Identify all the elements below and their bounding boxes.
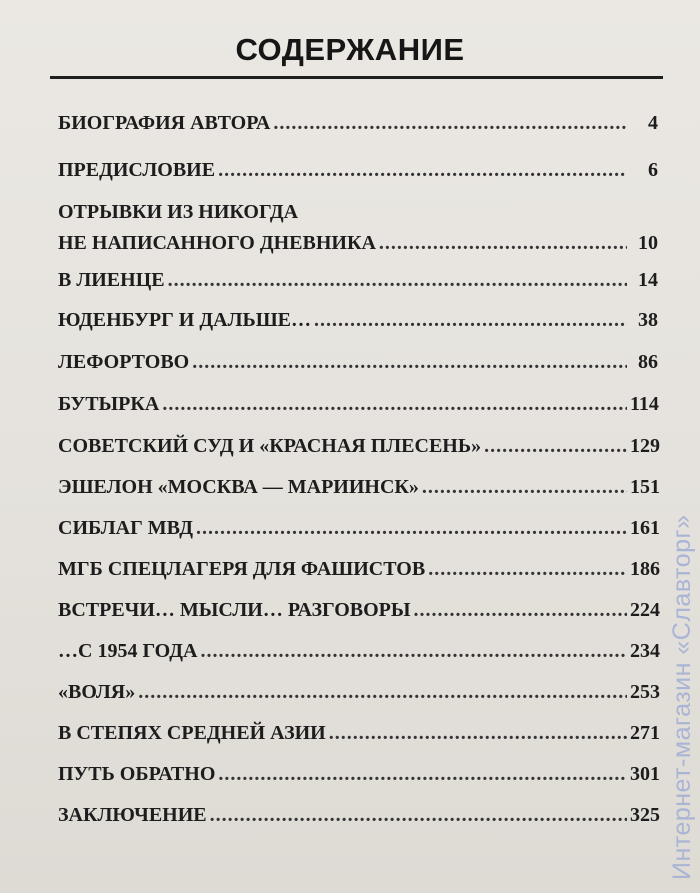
toc-entry-page: 151 <box>630 476 660 498</box>
toc-entry-title: ПУТЬ ОБРАТНО <box>58 763 216 785</box>
page-title: СОДЕРЖАНИЕ <box>235 32 465 67</box>
toc-entry-title: «ВОЛЯ» <box>58 681 136 703</box>
dot-leader <box>329 720 627 746</box>
toc-entry-title: БУТЫРКА <box>58 393 160 415</box>
toc-entry-biography <box>58 110 658 136</box>
toc-entry-page: 325 <box>630 804 660 826</box>
title-underline <box>50 76 663 79</box>
toc-entry-title: МГБ СПЕЦЛАГЕРЯ ДЛЯ ФАШИСТОВ <box>58 558 426 580</box>
toc-entry-title: БИОГРАФИЯ АВТОРА <box>58 112 271 134</box>
dot-leader <box>210 802 627 828</box>
dot-leader <box>273 110 627 136</box>
toc-entry-meetings <box>58 597 658 623</box>
toc-entry-page: 4 <box>648 112 658 134</box>
toc-entry-title: ЮДЕНБУРГ И ДАЛЬШЕ… <box>58 309 311 331</box>
dot-leader <box>162 391 627 417</box>
toc-entry-title: ПРЕДИСЛОВИЕ <box>58 159 216 181</box>
toc-entry-page: 224 <box>630 599 660 621</box>
toc-entry-page: 6 <box>648 159 658 181</box>
toc-entry-title: В СТЕПЯХ СРЕДНЕЙ АЗИИ <box>58 722 326 744</box>
toc-entry-title: ЛЕФОРТОВО <box>58 351 190 373</box>
dot-leader <box>192 349 627 375</box>
toc-entry-page: 129 <box>630 435 660 457</box>
dot-leader <box>196 515 627 541</box>
dot-leader <box>138 679 627 705</box>
toc-entry-page: 186 <box>630 558 660 580</box>
toc-entry-lienz <box>58 267 658 293</box>
toc-entry-title: ЗАКЛЮЧЕНИЕ <box>58 804 207 826</box>
toc-entry-title-line1: ОТРЫВКИ ИЗ НИКОГДА <box>58 201 299 223</box>
toc-entry-page: 271 <box>630 722 660 744</box>
toc-entry-page: 14 <box>638 269 658 291</box>
toc-entry-siblag <box>58 515 658 541</box>
dot-leader <box>218 157 627 183</box>
dot-leader <box>428 556 627 582</box>
toc-entry-way-back <box>58 761 658 787</box>
toc-entry-echelon <box>58 474 658 500</box>
toc-entry-title: ВСТРЕЧИ… МЫСЛИ… РАЗГОВОРЫ <box>58 599 411 621</box>
toc-entry-mgb-camps <box>58 556 658 582</box>
dot-leader <box>218 761 627 787</box>
toc-entry-preface <box>58 157 658 183</box>
toc-entry-title: СИБЛАГ МВД <box>58 517 194 539</box>
toc-entry-title: В ЛИЕНЦЕ <box>58 269 165 291</box>
dot-leader <box>422 474 627 500</box>
toc-entry-page: 38 <box>638 309 658 331</box>
dot-leader <box>314 307 627 333</box>
toc-entry-page: 253 <box>630 681 660 703</box>
toc-entry-page: 301 <box>630 763 660 785</box>
toc-entry-conclusion <box>58 802 658 828</box>
toc-entry-lefortovo <box>58 349 658 375</box>
dot-leader <box>484 433 627 459</box>
toc-entry-page: 86 <box>638 351 658 373</box>
toc-entry-soviet-court <box>58 433 658 459</box>
toc-entry-since-1954 <box>58 638 658 664</box>
toc-entry-volya <box>58 679 658 705</box>
dot-leader <box>168 267 627 293</box>
toc-entry-title: СОВЕТСКИЙ СУД И «КРАСНАЯ ПЛЕСЕНЬ» <box>58 435 482 457</box>
toc-entry-steppes <box>58 720 658 746</box>
toc-entry-judenburg <box>58 307 658 333</box>
dot-leader <box>200 638 627 664</box>
dot-leader <box>414 597 627 623</box>
toc-entry-page: 10 <box>638 232 658 254</box>
toc-entry-page: 114 <box>630 393 659 415</box>
dot-leader <box>379 230 627 256</box>
table-of-contents <box>58 110 658 828</box>
toc-entry-page: 161 <box>630 517 660 539</box>
toc-entry-title: …С 1954 ГОДА <box>58 640 198 662</box>
shop-watermark: Интернет-магазин «Славторг» <box>668 514 696 880</box>
toc-entry-diary <box>58 199 658 256</box>
toc-entry-title: НЕ НАПИСАННОГО ДНЕВНИКА <box>58 232 376 254</box>
toc-entry-page: 234 <box>630 640 660 662</box>
toc-entry-title: ЭШЕЛОН «МОСКВА — МАРИИНСК» <box>58 476 419 498</box>
toc-entry-butyrka <box>58 391 658 417</box>
